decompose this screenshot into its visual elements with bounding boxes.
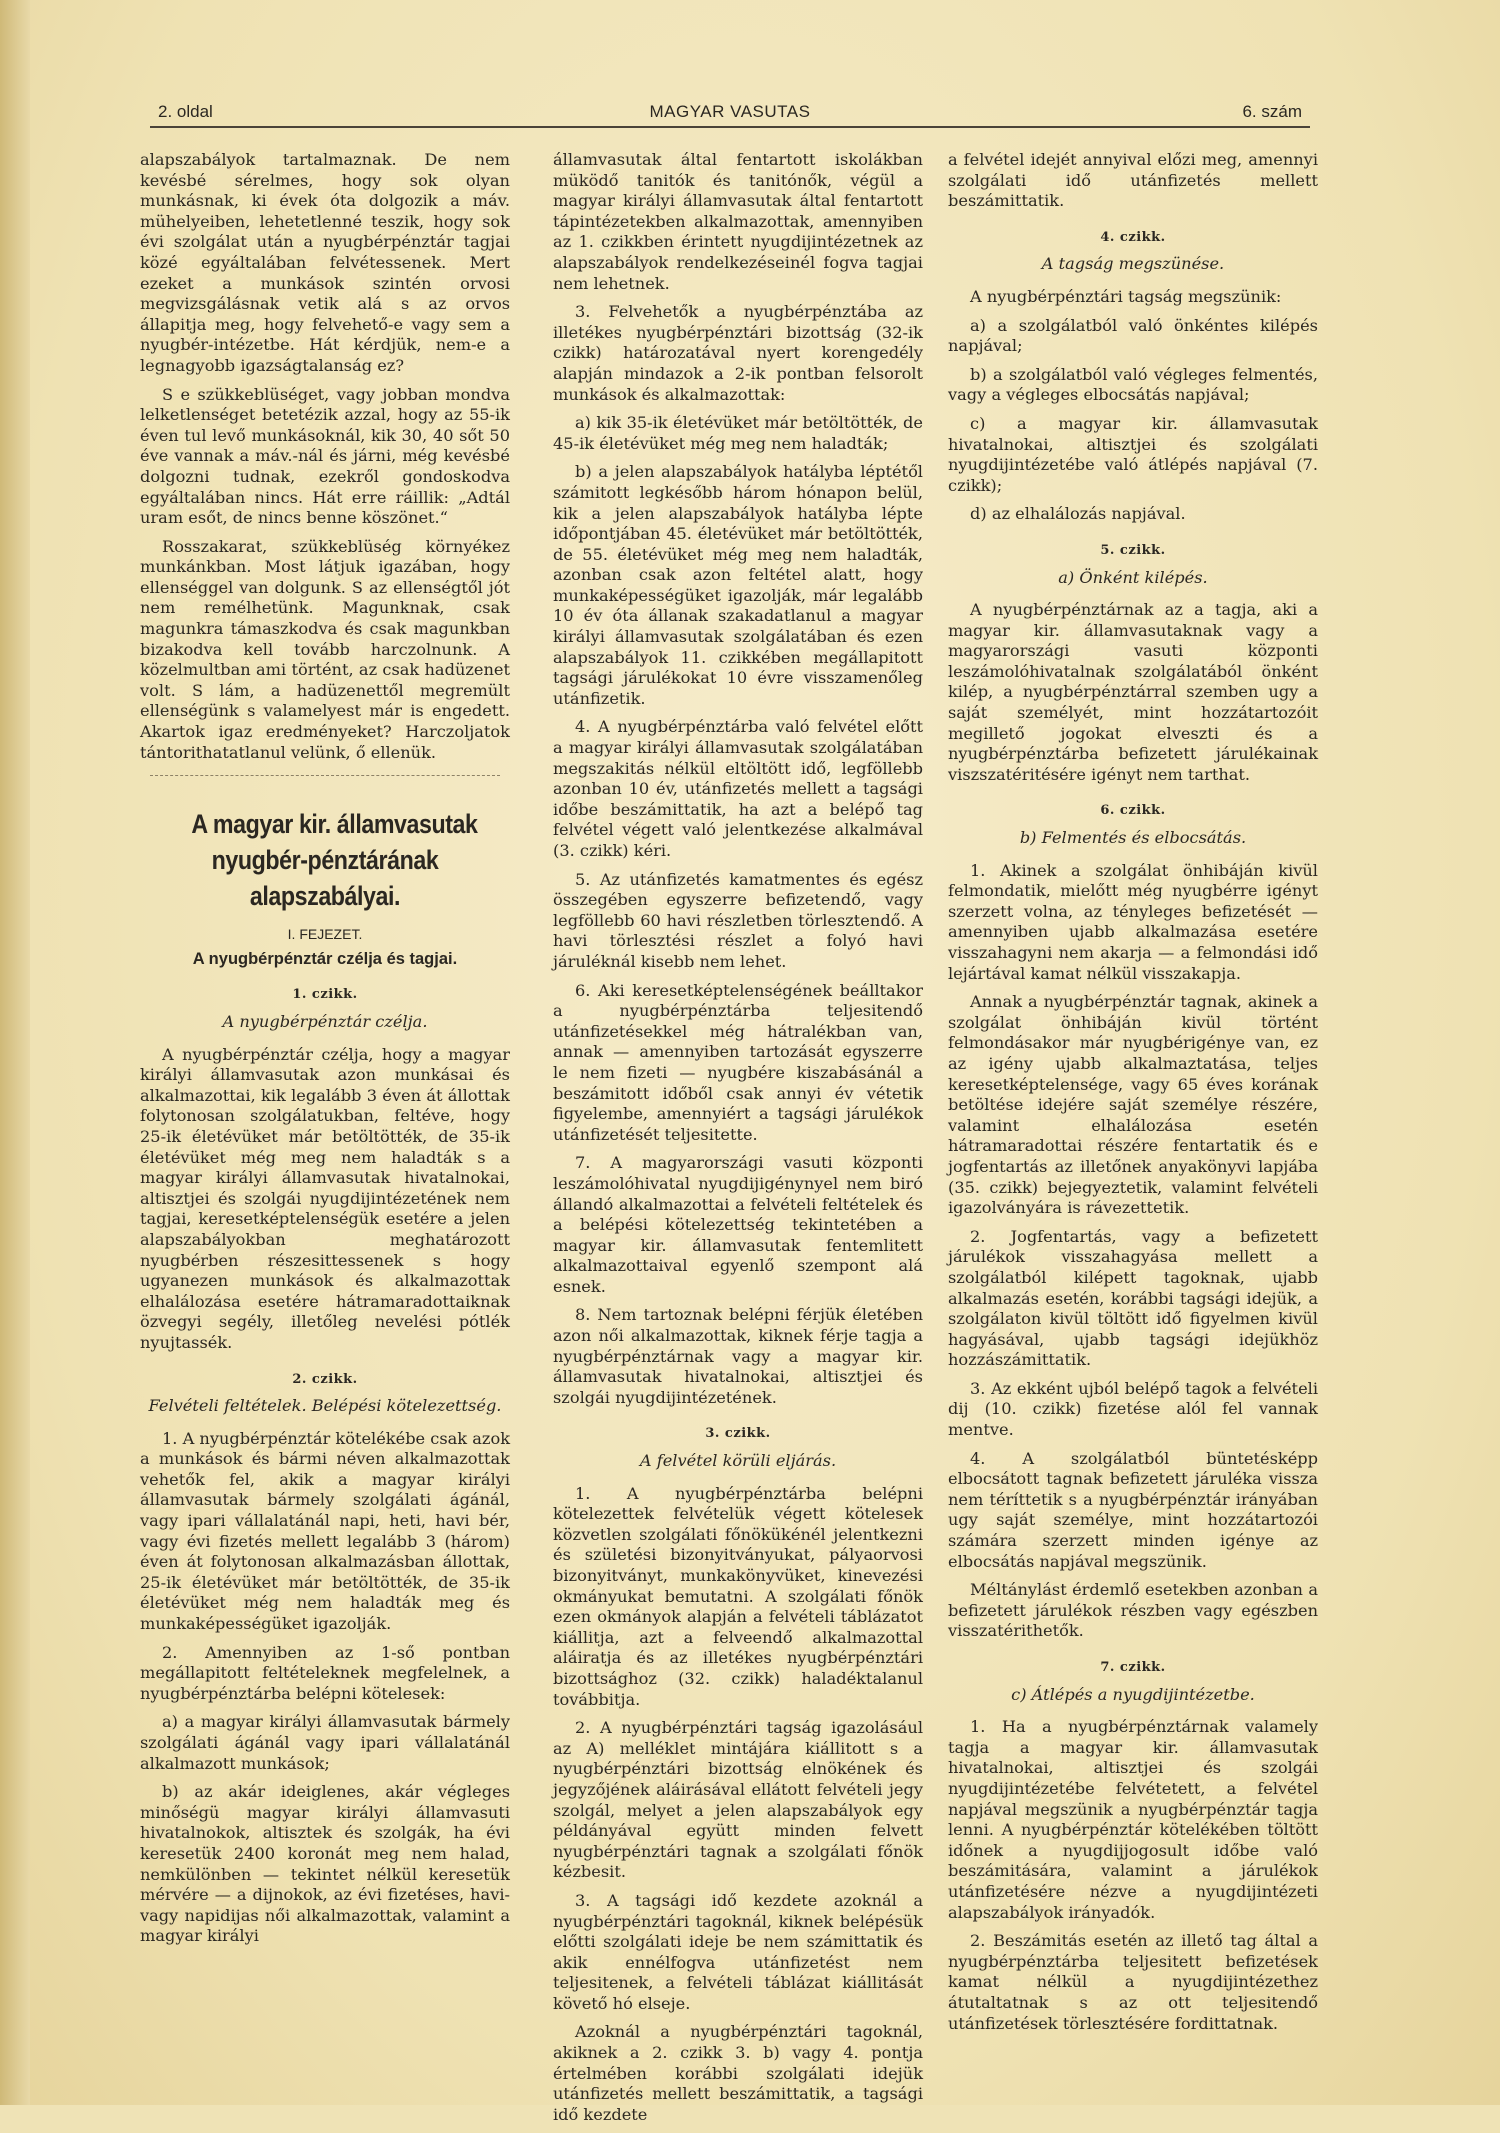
paragraph: alapszabályok tartalmaznak. De nem kevésbé sérelmes, hogy sok olyan munkásnak, ki évek óta dolgozik a máv. mühelyeiben, lehetetlenné teszik, hogy sok évi szolgálat után a nyugbérpénztár tagjai közé egyáltalában felvétessenek. Mert ezeket a munkások szintén orvosi megvizsgálásnak vetik alá s az orvos állapitja meg, hogy felvehető-e vagy sem a nyugbér-intézetbe. Hát kérdjük, nem-e a legnagyobb igazságtalanság ez? — [140, 150, 510, 375]
paragraph: 3. Felvehetők a nyugbérpénztába az illetékes nyugbérpénztári bizottság (32-ik czikk) határozatával nyert korengedély alapján mindazok a 2-ik pontban felsorolt munkások és alkalmazottak: — [553, 302, 923, 404]
divider — [150, 775, 500, 776]
newspaper-title: MAGYAR VASUTAS — [649, 102, 811, 121]
paragraph: 2. Jogfentartás, vagy a befizetett járulékok visszahagyása mellett a szolgálatból kilépett tagoknak, ujabb alkalmazás esetén, korábbi tagsági idejük, a szolgálaton kivül töltött idő figyelmen kivül hagyásával, ujabb tagsági idejükhöz hozzászámittatik. — [948, 1226, 1318, 1370]
paragraph: 6. Aki keresetképtelenségének beálltakor a nyugbérpénztárba teljesitendő utánfizetésekkel még hátralékban van, annak — amennyiben tartozását egyszerre le nem fizeti — nyugbére kiszabásánál a beszámitott időből csak annyi év vétetik figyelembe, amennyiért a tagsági járulékok utánfizetését teljesitette. — [553, 980, 923, 1144]
paragraph: a) kik 35-ik életévüket már betöltötték, de 45-ik életévüket még meg nem haladták; — [553, 413, 923, 453]
article-subtitle: A nyugbérpénztár czélja. — [222, 1012, 428, 1031]
paragraph: 3. Az ekként ujból belépő tagok a felvételi dij (10. czikk) fizetése alól fel vannak mentve. — [948, 1378, 1318, 1440]
paragraph: b) az akár ideiglenes, akár végleges minőségü magyar királyi államvasuti hivatalnokok, altisztek és szolgák, ha évi keresetük 2400 koronát meg nem halad, nemkülönben — tekintet nélkül keresetük mérvére — a dijnokok, az évi fizetéses, havi- vagy napidijas női alkalmazottak, valamint a magyar királyi — [140, 1782, 510, 1946]
paper-edge — [0, 0, 30, 2105]
column-2 — [553, 150, 923, 2133]
article-number: 3. czikk. — [705, 1426, 771, 1442]
paragraph: A nyugbérpénztári tagság megszünik: — [970, 286, 1282, 306]
issue-number: 6. szám — [1242, 102, 1302, 121]
chapter-title: A nyugbérpénztár czélja és tagjai. — [192, 949, 458, 968]
article-number: 6. czikk. — [1100, 803, 1166, 819]
article-number: 7. czikk. — [1100, 1660, 1166, 1675]
chapter-label: I. FEJEZET. — [287, 926, 363, 943]
article-subtitle: b) Felmentés és elbocsátás. — [1019, 828, 1247, 848]
paragraph: a felvétel idejét annyival előzi meg, amennyi szolgálati idő utánfizetés mellett beszámittatik. — [948, 150, 1318, 211]
paragraph: 1. A nyugbérpénztárba belépni kötelezettek felvételük végett kötelesek közvetlen szolgálati főnökükénél jelentkezni és születési bizonyitványukat, pályaorvosi bizonyitványt, munkakönyvüket, kinevezési okmányukat bemutatni. A szolgálati főnök ezen okmányok alapján a felvételi táblázatot kiállitja, azt a felveendő alkalmazottal aláiratja és az illetékes nyugbérpénztári bizottsághoz (32. czikk) haladéktalanul továbbitja. — [553, 1483, 923, 1709]
paragraph: 1. A nyugbérpénztár kötelékébe csak azok a munkások és bármi néven alkalmazottak vehetők fel, akik a magyar királyi államvasutak bármely szolgálati ágánál, vagy ipari vállalatánál napi, heti, havi bér, vagy évi fizetés mellett legalább 3 (három) éven át folytonosan alkalmazásban állottak, 25-ik életévüket már betöltötték, de 35-ik életévüket még nem haladták meg és munkaképességüket igazolják. — [140, 1428, 510, 1634]
paragraph: 7. A magyarországi vasuti központi leszámolóhivatal nyugdijigénynyel nem biró állandó alkalmazottai a felvételi feltételek és a belépési kötelezettség tekintetében a magyar kir. államvasutak fentemlitett alkalmazottaival egyenlő szempont alá esnek. — [553, 1153, 923, 1296]
paragraph: A nyugbérpénztárnak az a tagja, aki a magyar kir. államvasutaknak vagy a magyarországi vasuti központi leszámolóhivatalnak szolgálatából önként kilép, a nyugbérpénztárral szemben ugy a saját személyét, mint hozzátartozóit megillető jogokat elveszti és a nyugbérpénztárba befizetett járulékainak viszszatéritésére igényt nem tarthat. — [948, 600, 1318, 784]
paragraph: d) az elhalálozás napjával. — [970, 504, 1186, 524]
article-number: 1. czikk. — [292, 987, 358, 1003]
article-subtitle: A tagság megszünése. — [1041, 254, 1225, 274]
paragraph: 2. Beszámitás esetén az illető tag által a nyugbérpénztárba teljesitett befizetések kamat nélkül a nyugdijintézethez átutaltatnak s az ott teljesitendő utánfizetések törlesztésére fordittatnak. — [948, 1931, 1318, 2033]
paragraph: Rosszakarat, szükkeblüség környékez munkánkban. Most látjuk igazában, hogy ellenséggel van dolgunk. S az ellenségtől jót nem remélhetünk. Magunknak, csak magunkra támaszkodva és csak magunkban bizakodva kell tovább harczolnunk. A közelmultban ami történt, az csak hadüzenet volt. S lám, a hadüzenettől megremült ellenségünk s valamelyest már is engedett. Akartok igaz eredményeket? Harczoljatok tántorithatatlanul velünk, ő ellenük. — [140, 536, 510, 762]
paragraph: A nyugbérpénztár czélja, hogy a magyar királyi államvasutak azon munkásai és alkalmazottai, kik legalább 3 éven át állottak folytonosan szolgálatukban, feltéve, hogy 25-ik életévüket már betöltötték, de 35-ik életévüket még meg nem haladták s a magyar királyi államvasutak hivatalnokai, altisztjei és szolgái nyugdijintézetének nem tagjai, keresetképtelenségük esetére a jelen alapszabályokban meghatározott nyugbérben részesittessenek s hogy ugyanezen munkások és alkalmazottak elhalálozása esetére hátramaradottaiknak özvegyi segély, illetőleg nevelési pótlék nyujtassék. — [140, 1044, 510, 1352]
paragraph: S e szükkeblüséget, vagy jobban mondva lelketlenséget betetézik azzal, hogy az 55-ik éven tul levő munkásoknál, kik 30, 40 sőt 50 éve vannak a máv.-nál és járni, még kevésbé dolgozni tudnak, ezekről gondoskodva egyáltalában nincs. Hát erre ráillik: „Adtál uram esőt, de nincs benne köszönet.“ — [140, 384, 510, 528]
paragraph: a) a szolgálatból való önkéntes kilépés napjával; — [948, 315, 1318, 356]
paragraph: Annak a nyugbérpénztár tagnak, akinek a szolgálat önhibáján kivül történt felmondásakor már nyugbérigénye van, ez az igény ujabb alkalmaztatása, teljes keresetképtelensége, vagy 65 éves korának betöltése idejére saját személye részére, valamint elhalálozása esetén hátramaradottai részére fentartatik és e jogfentartás az illetőnek anyakönyvi lapjába (35. czikk) bejegyeztetik, valamint felvételi igazolványára is rávezettetik. — [948, 992, 1318, 1218]
article-subtitle: a) Önként kilépés. — [1058, 567, 1208, 587]
paragraph: államvasutak által fentartott iskolákban müködő tanitók és tanitónők, végül a magyar királyi államvasutak által fentartott tápintézetekben alkalmazottak, amennyiben az 1. czikkben érintett nyugdijintézetnek az alapszabályok rendelkezéseinél fogva tagjai nem lehetnek. — [553, 150, 923, 293]
article-title: A magyar kir. államvasutak nyugbér-pénztárának alapszabályai. — [191, 809, 478, 912]
paragraph: Méltánylást érdemlő esetekben azonban a befizetett járulékok részben vagy egészben visszatérithetők. — [948, 1580, 1318, 1641]
paragraph: 1. Akinek a szolgálat önhibáján kivül felmondatik, mielőtt még nyugbérre igényt szerzett volna, az tényleges befizetését — amennyiben ujabb alkalmazása esetére visszahagyni nem akarja — a felmondási idő lejártával kamat nélkül visszakapja. — [948, 860, 1318, 983]
article-subtitle: A felvétel körüli eljárás. — [639, 1451, 837, 1471]
article-subtitle: Felvételi feltételek. Belépési kötelezettség. — [148, 1396, 502, 1416]
paragraph: a) a magyar királyi államvasutak bármely szolgálati ágánál vagy ipari vállalatánál alkalmazott munkások; — [140, 1712, 510, 1773]
paragraph: 3. A tagsági idő kezdete azoknál a nyugbérpénztári tagoknál, kiknek belépésük előtti szolgálati ideje be nem számittatik és akik ennélfogva utánfizetést nem teljesitenek, a felvételi táblázat kiállitását követő hó elseje. — [553, 1890, 923, 2013]
article-number: 4. czikk. — [1100, 229, 1166, 245]
page-number: 2. oldal — [158, 102, 213, 121]
paragraph: c) a magyar kir. államvasutak hivatalnokai, altisztjei és szolgálati nyugdijintézetébe való átlépés napjával (7. czikk); — [948, 413, 1318, 495]
article-number: 5. czikk. — [1100, 542, 1166, 558]
paragraph: 1. Ha a nyugbérpénztárnak valamely tagja a magyar kir. államvasutak hivatalnokai, altisztjei és szolgái nyugdijintézetébe felvétetett, a felvétel napjával megszünik a nyugbérpénztár tagja lenni. A nyugbérpénztár kötelékében töltött időnek a nyugdijjogosult időbe való beszámitására, valamint a járulékok utánfizetésére nézve a nyugdijintézeti alapszabályok irányadók. — [948, 1717, 1318, 1922]
article-number: 2. czikk. — [292, 1371, 358, 1387]
paragraph: b) a szolgálatból való végleges felmentés, vagy a végleges elbocsátás napjával; — [948, 364, 1318, 405]
paragraph: Azoknál a nyugbérpénztári tagoknál, akiknek a 2. czikk 3. b) vagy 4. pontja értelmében korábbi szolgálati idejük utánfizetés mellett beszámittatik, a tagsági idő kezdete — [553, 2022, 923, 2124]
column-3 — [948, 150, 1318, 2042]
paragraph: 4. A nyugbérpénztárba való felvétel előtt a magyar királyi államvasutak szolgálatában megszakitás nélkül eltöltött idő, legföllebb azonban 10 év, utánfizetés mellett a tagsági időbe beszámittatik, ha azt a belépő tag felvétel végett való jelentkezése alkalmával (3. czikk) kéri. — [553, 717, 923, 860]
paragraph: 4. A szolgálatból büntetésképp elbocsátott tagnak befizetett járuléka vissza nem téríttetik s a nyugbérpénztár irányában ugy saját személye, mint hozzátartozói számára szerzett minden igénye az elbocsátás napjával megszünik. — [948, 1448, 1318, 1571]
article-subtitle: c) Átlépés a nyugdijintézetbe. — [1011, 1684, 1255, 1704]
page-header — [150, 100, 1310, 128]
paragraph: 5. Az utánfizetés kamatmentes és egész összegében egyszerre befizetendő, vagy legföllebb 60 havi részletben törlesztendő. A havi törlesztési részlet a folyó havi járuléknál kisebb nem lehet. — [553, 869, 923, 971]
paragraph: 2. Amennyiben az 1-ső pontban megállapitott feltételeknek megfelelnek, a nyugbérpénztárba belépni kötelesek: — [140, 1642, 510, 1703]
paragraph: 8. Nem tartoznak belépni férjük életében azon női alkalmazottak, kiknek férje tagja a nyugbérpénztárnak vagy a magyar kir. államvasutak hivatalnokai, altisztjei és szolgái nyugdijintézetének. — [553, 1305, 923, 1407]
column-1 — [140, 150, 510, 1955]
paragraph: 2. A nyugbérpénztári tagság igazolásául az A) melléklet mintájára kiállitott s a nyugbérpénztári bizottság elnökének és jegyzőjének aláirásával ellátott felvételi jegy szolgál, melyet a jelen alapszabályok egy példányával együtt minden felvett nyugbérpénztári tagnak a szolgálati főnök kézbesit. — [553, 1718, 923, 1882]
paragraph: b) a jelen alapszabályok hatályba léptétől számitott legkésőbb három hónapon belül, kik a jelen alapszabályok hatályba lépte időpontjában 45. életévüket már betöltötték, de 55. életévüket még meg nem haladták, azonban csak azon feltétel alatt, hogy munkaképességüket igazolják, már legalább 10 év óta állanak szakadatlanul a magyar királyi államvasutak szolgálatában és ezen alapszabályok 11. czikkében megállapitott tagsági járulékokat 10 évre visszamenőleg utánfizetik. — [553, 462, 923, 708]
